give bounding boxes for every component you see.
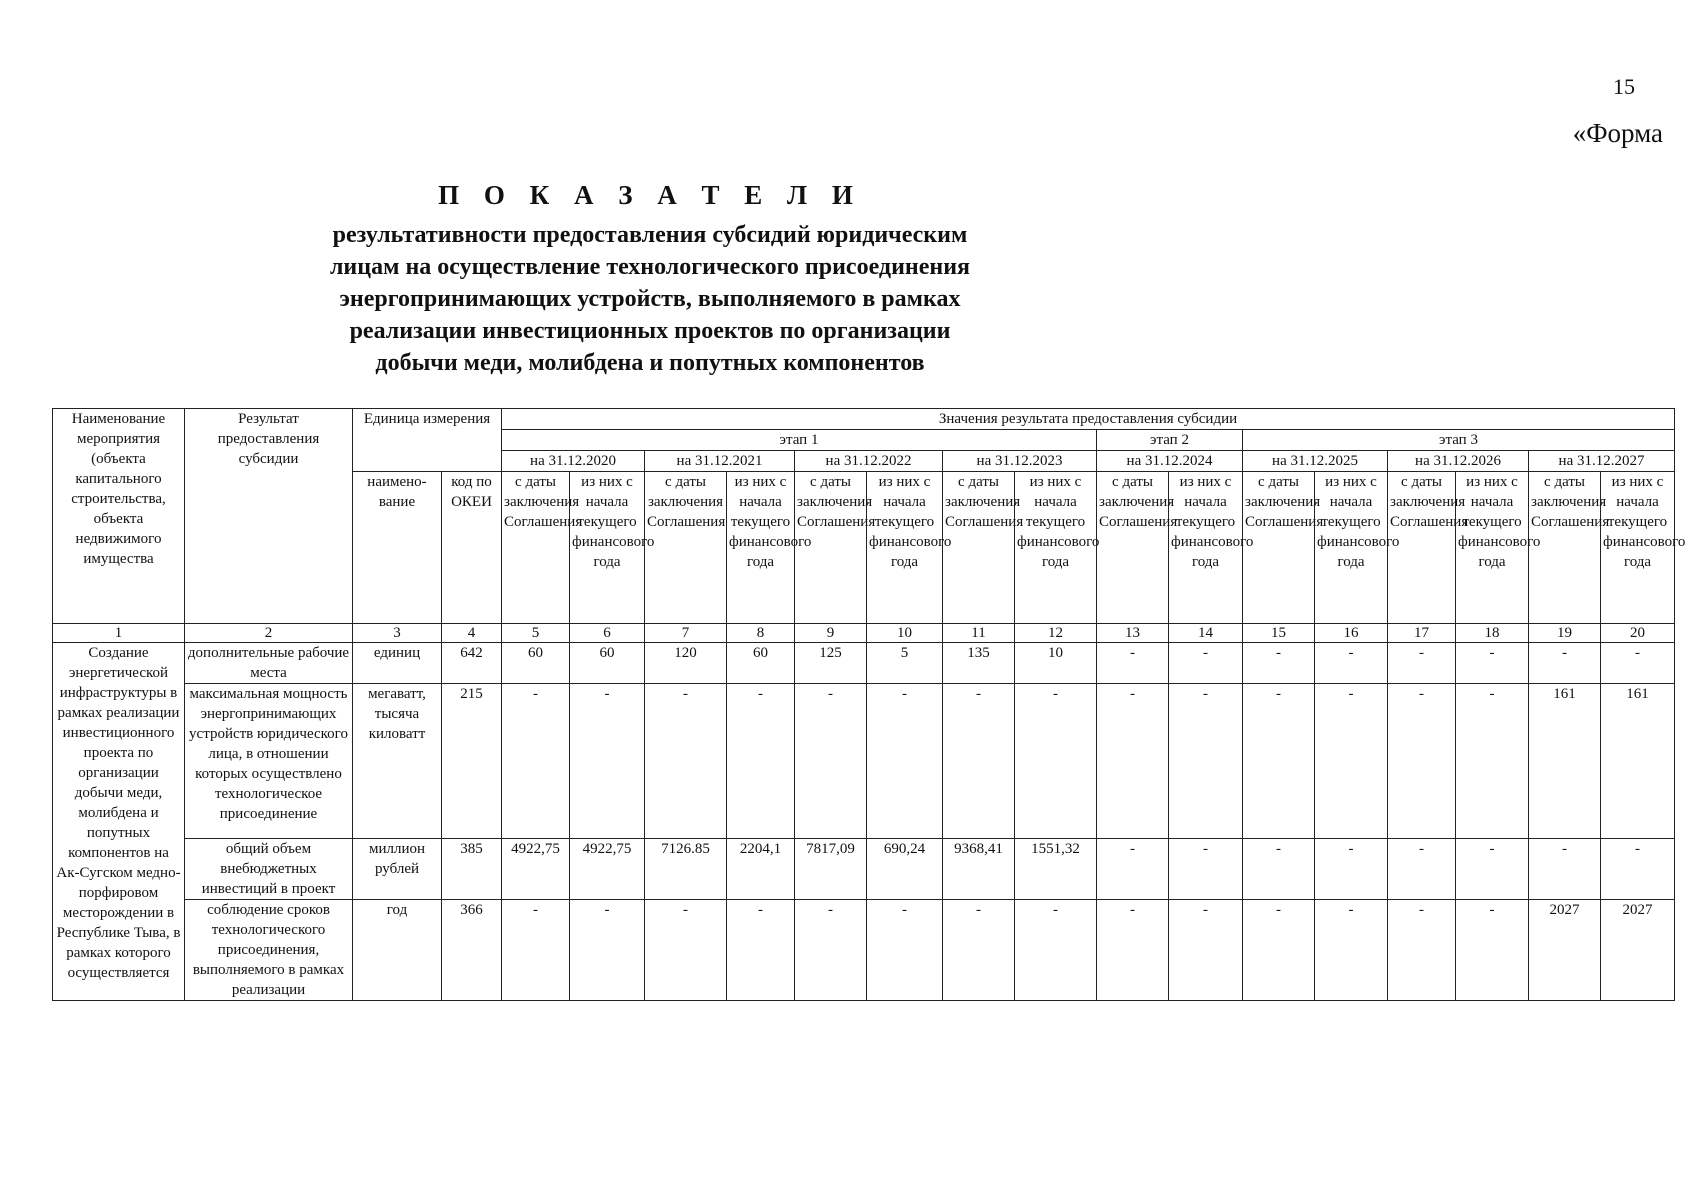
unit-code-cell: 385 bbox=[442, 839, 502, 900]
header-unit-name: наимено-вание bbox=[353, 472, 442, 624]
result-cell: дополнительные рабочие места bbox=[185, 643, 353, 684]
value-cell: - bbox=[570, 900, 645, 1001]
header-date: на 31.12.2026 bbox=[1388, 451, 1529, 472]
value-cell: 161 bbox=[1601, 684, 1675, 839]
form-label: «Форма bbox=[1572, 118, 1663, 148]
value-cell: 7126.85 bbox=[645, 839, 727, 900]
value-cell: - bbox=[1097, 684, 1169, 839]
header-from-agreement: с даты заключения Соглашения bbox=[943, 472, 1015, 624]
value-cell: 1551,32 bbox=[1015, 839, 1097, 900]
result-cell: общий объем внебюджетных инвестиций в проект bbox=[185, 839, 353, 900]
value-cell: 4922,75 bbox=[502, 839, 570, 900]
value-cell: 120 bbox=[645, 643, 727, 684]
column-number: 12 bbox=[1015, 624, 1097, 643]
value-cell: - bbox=[943, 900, 1015, 1001]
header-unit: Единица измерения bbox=[353, 409, 502, 472]
header-from-year-start: из них с начала текущего финансового года bbox=[1015, 472, 1097, 624]
value-cell: - bbox=[1456, 839, 1529, 900]
result-cell: соблюдение сроков технологического присоединения, выполняемого в рамках реализации bbox=[185, 900, 353, 1001]
value-cell: - bbox=[727, 900, 795, 1001]
header-event-name: Наименование мероприятия (объекта капитального строительства, объекта недвижимого имущества bbox=[53, 409, 185, 624]
value-cell: - bbox=[795, 684, 867, 839]
header-from-year-start: из них с начала текущего финансового года bbox=[570, 472, 645, 624]
column-number: 20 bbox=[1601, 624, 1675, 643]
value-cell: - bbox=[1456, 684, 1529, 839]
value-cell: - bbox=[1388, 839, 1456, 900]
column-number: 9 bbox=[795, 624, 867, 643]
subtitle-line: лицам на осуществление технологического присоединения bbox=[329, 254, 971, 280]
header-date: на 31.12.2020 bbox=[502, 451, 645, 472]
value-cell: 2204,1 bbox=[727, 839, 795, 900]
column-number: 7 bbox=[645, 624, 727, 643]
value-cell: - bbox=[1243, 643, 1315, 684]
value-cell: - bbox=[1169, 839, 1243, 900]
indicators-table bbox=[52, 408, 1686, 1001]
column-number: 18 bbox=[1456, 624, 1529, 643]
value-cell: - bbox=[1315, 900, 1388, 1001]
value-cell: - bbox=[1169, 684, 1243, 839]
value-cell: - bbox=[1015, 684, 1097, 839]
header-date: на 31.12.2023 bbox=[943, 451, 1097, 472]
header-unit-code: код по ОКЕИ bbox=[442, 472, 502, 624]
value-cell: - bbox=[1169, 643, 1243, 684]
value-cell: - bbox=[943, 684, 1015, 839]
value-cell: - bbox=[570, 684, 645, 839]
header-result: Результат предоставления субсидии bbox=[185, 409, 353, 624]
value-cell: - bbox=[1529, 839, 1601, 900]
header-from-year-start: из них с начала текущего финансового года bbox=[1315, 472, 1388, 624]
value-cell: 4922,75 bbox=[570, 839, 645, 900]
value-cell: - bbox=[1315, 839, 1388, 900]
header-from-agreement: с даты заключения Соглашения bbox=[502, 472, 570, 624]
column-number: 15 bbox=[1243, 624, 1315, 643]
column-number: 11 bbox=[943, 624, 1015, 643]
value-cell: - bbox=[1315, 643, 1388, 684]
value-cell: - bbox=[1456, 643, 1529, 684]
unit-name-cell: мегаватт, тысяча киловатт bbox=[353, 684, 442, 839]
result-cell: максимальная мощность энергопринимающих устройств юридического лица, в отношении которых осуществлено технологическое присоединение bbox=[185, 684, 353, 839]
header-from-agreement: с даты заключения Соглашения bbox=[1097, 472, 1169, 624]
value-cell: 2027 bbox=[1529, 900, 1601, 1001]
column-number: 1 bbox=[53, 624, 185, 643]
title-block bbox=[0, 180, 1300, 379]
header-date: на 31.12.2024 bbox=[1097, 451, 1243, 472]
value-cell: 161 bbox=[1529, 684, 1601, 839]
header-date: на 31.12.2025 bbox=[1243, 451, 1388, 472]
value-cell: - bbox=[1315, 684, 1388, 839]
value-cell: - bbox=[1388, 900, 1456, 1001]
value-cell: - bbox=[502, 684, 570, 839]
value-cell: - bbox=[795, 900, 867, 1001]
subtitle-line: добычи меди, молибдена и попутных компонентов bbox=[375, 350, 925, 376]
header-stage-3: этап 3 bbox=[1243, 430, 1675, 451]
value-cell: - bbox=[1456, 900, 1529, 1001]
value-cell: 2027 bbox=[1601, 900, 1675, 1001]
column-number: 13 bbox=[1097, 624, 1169, 643]
header-from-year-start: из них с начала текущего финансового года bbox=[727, 472, 795, 624]
table-row bbox=[53, 684, 1675, 839]
column-number: 10 bbox=[867, 624, 943, 643]
column-number: 6 bbox=[570, 624, 645, 643]
subtitle-line: результативности предоставления субсидий юридическим bbox=[332, 222, 968, 248]
value-cell: 125 bbox=[795, 643, 867, 684]
document-title: П О К А З А Т Е Л И bbox=[438, 180, 862, 210]
value-cell: 60 bbox=[727, 643, 795, 684]
value-cell: - bbox=[1097, 839, 1169, 900]
value-cell: - bbox=[1243, 839, 1315, 900]
header-date: на 31.12.2022 bbox=[795, 451, 943, 472]
value-cell: 690,24 bbox=[867, 839, 943, 900]
value-cell: - bbox=[1169, 900, 1243, 1001]
subtitle-line: энергопринимающих устройств, выполняемого в рамках bbox=[339, 286, 961, 312]
value-cell: - bbox=[645, 900, 727, 1001]
header-from-year-start: из них с начала текущего финансового года bbox=[1169, 472, 1243, 624]
column-number: 5 bbox=[502, 624, 570, 643]
unit-name-cell: единиц bbox=[353, 643, 442, 684]
value-cell: - bbox=[645, 684, 727, 839]
value-cell: 10 bbox=[1015, 643, 1097, 684]
column-number: 14 bbox=[1169, 624, 1243, 643]
table-row bbox=[53, 643, 1675, 684]
header-from-year-start: из них с начала текущего финансового года bbox=[1456, 472, 1529, 624]
header-from-year-start: из них с начала текущего финансового года bbox=[867, 472, 943, 624]
column-number: 4 bbox=[442, 624, 502, 643]
header-from-agreement: с даты заключения Соглашения bbox=[795, 472, 867, 624]
value-cell: - bbox=[867, 684, 943, 839]
value-cell: - bbox=[1388, 643, 1456, 684]
column-number: 19 bbox=[1529, 624, 1601, 643]
header-stage-2: этап 2 bbox=[1097, 430, 1243, 451]
column-number: 2 bbox=[185, 624, 353, 643]
value-cell: - bbox=[1097, 643, 1169, 684]
value-cell: - bbox=[1243, 684, 1315, 839]
value-cell: 9368,41 bbox=[943, 839, 1015, 900]
header-from-agreement: с даты заключения Соглашения bbox=[1529, 472, 1601, 624]
header-date: на 31.12.2021 bbox=[645, 451, 795, 472]
value-cell: - bbox=[1601, 643, 1675, 684]
column-number: 16 bbox=[1315, 624, 1388, 643]
column-number: 17 bbox=[1388, 624, 1456, 643]
table-row bbox=[53, 839, 1675, 900]
value-cell: - bbox=[1015, 900, 1097, 1001]
unit-code-cell: 642 bbox=[442, 643, 502, 684]
value-cell: 135 bbox=[943, 643, 1015, 684]
page-number: 15 bbox=[1613, 74, 1635, 99]
value-cell: - bbox=[502, 900, 570, 1001]
event-name-cell: Создание энергетической инфраструктуры в рамках реализации инвестиционного проекта по организации добычи меди, молибдена и попутных компонентов на Ак-Сугском медно-порфировом месторождении в Республике Тыва, в рамках которого осуществляется bbox=[53, 643, 185, 1001]
value-cell: - bbox=[1243, 900, 1315, 1001]
header-from-agreement: с даты заключения Соглашения bbox=[1243, 472, 1315, 624]
header-from-year-start: из них с начала текущего финансового года bbox=[1601, 472, 1675, 624]
header-from-agreement: с даты заключения Соглашения bbox=[645, 472, 727, 624]
unit-code-cell: 215 bbox=[442, 684, 502, 839]
value-cell: 7817,09 bbox=[795, 839, 867, 900]
unit-name-cell: год bbox=[353, 900, 442, 1001]
column-number: 3 bbox=[353, 624, 442, 643]
column-number: 8 bbox=[727, 624, 795, 643]
value-cell: 5 bbox=[867, 643, 943, 684]
value-cell: 60 bbox=[502, 643, 570, 684]
header-stage-1: этап 1 bbox=[502, 430, 1097, 451]
subtitle-line: реализации инвестиционных проектов по организации bbox=[349, 318, 951, 344]
value-cell: - bbox=[1601, 839, 1675, 900]
header-date: на 31.12.2027 bbox=[1529, 451, 1675, 472]
table-row bbox=[53, 900, 1675, 1001]
value-cell: 60 bbox=[570, 643, 645, 684]
value-cell: - bbox=[867, 900, 943, 1001]
header-from-agreement: с даты заключения Соглашения bbox=[1388, 472, 1456, 624]
header-values: Значения результата предоставления субсидии bbox=[502, 409, 1675, 430]
value-cell: - bbox=[1529, 643, 1601, 684]
unit-code-cell: 366 bbox=[442, 900, 502, 1001]
unit-name-cell: миллион рублей bbox=[353, 839, 442, 900]
value-cell: - bbox=[1388, 684, 1456, 839]
value-cell: - bbox=[1097, 900, 1169, 1001]
document-subtitle bbox=[0, 219, 1300, 379]
value-cell: - bbox=[727, 684, 795, 839]
